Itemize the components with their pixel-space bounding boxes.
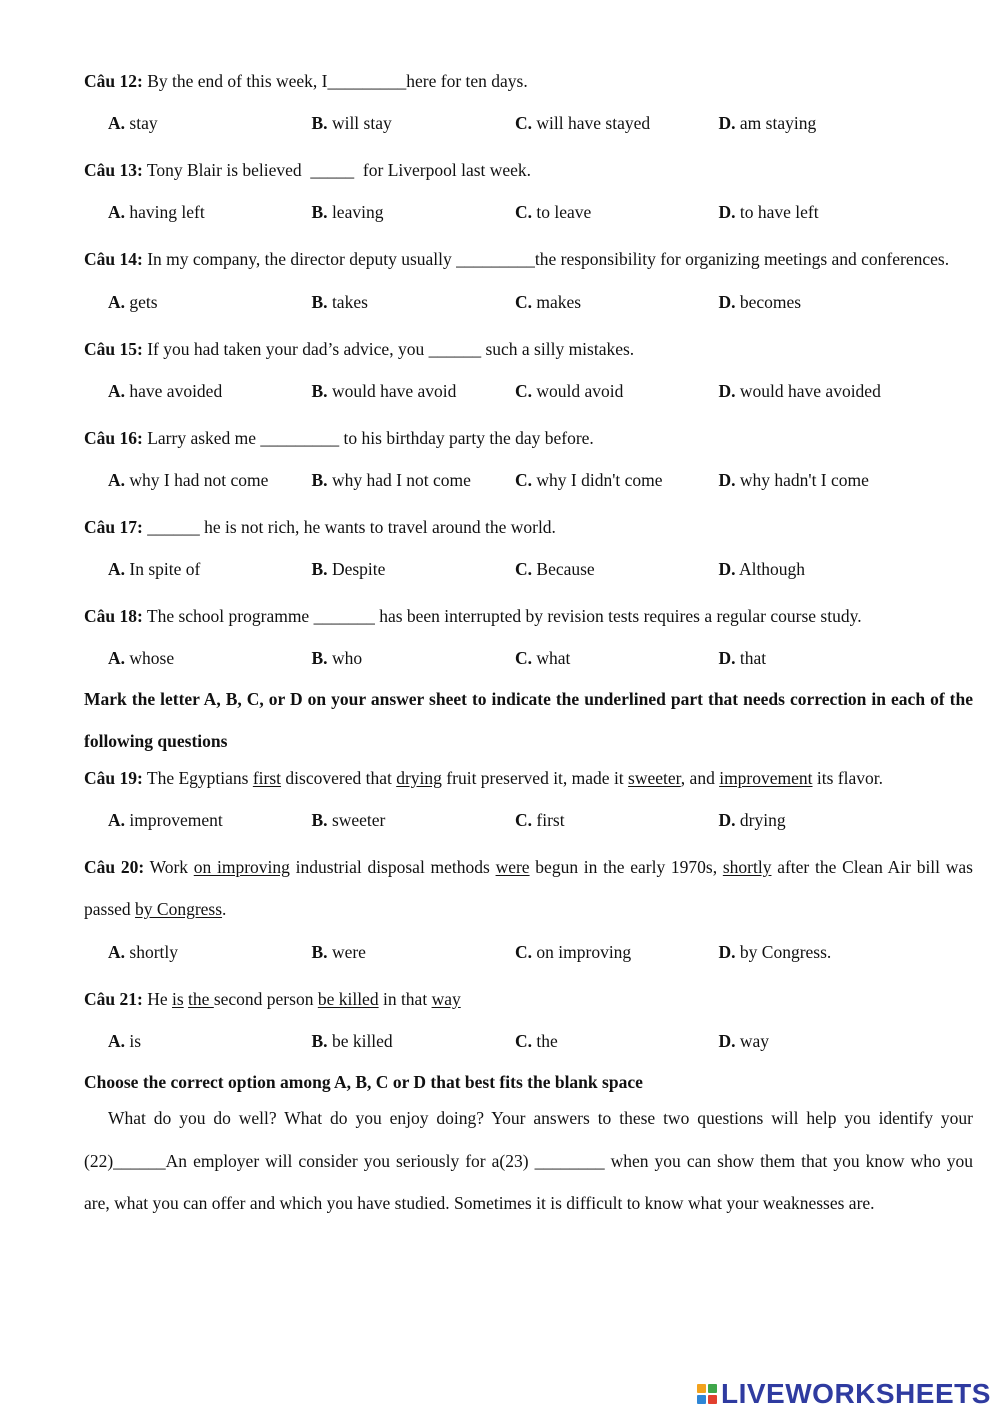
question-text: its flavor. [812, 767, 883, 788]
underlined-part: on improving [193, 856, 290, 877]
question-text: . [222, 899, 227, 919]
option-c[interactable] [515, 805, 719, 835]
question-text: begun in the early 1970s, [529, 856, 723, 877]
option-d[interactable] [719, 937, 923, 967]
underlined-part: sweeter [628, 767, 681, 788]
option-c[interactable] [515, 643, 719, 673]
option-c[interactable] [515, 287, 719, 317]
option-letter: B. [311, 113, 328, 133]
option-text: drying [739, 809, 786, 830]
option-letter: C. [515, 202, 533, 222]
question-label: Câu 15: [84, 338, 143, 359]
underlined-part: by Congress [135, 899, 223, 919]
question-stem [84, 155, 973, 185]
option-text: takes [331, 291, 368, 312]
question-text: By the end of this week, I_________here for ten days. [142, 71, 528, 91]
logo-mark-icon [697, 1384, 717, 1404]
question-label: Câu 19: [84, 767, 143, 788]
option-letter: A. [108, 558, 126, 579]
option-b[interactable] [312, 465, 516, 495]
question-19 [84, 763, 973, 835]
option-text: first [536, 809, 565, 830]
question-stem [84, 423, 973, 453]
question-text: In my company, the director deputy usually _________the responsibility for organizing meetings and conferences. [142, 249, 950, 269]
option-letter: A. [108, 1030, 126, 1051]
option-letter: C. [515, 380, 533, 401]
option-text: Despite [331, 558, 386, 579]
option-text: on improving [536, 941, 632, 962]
option-text: why I didn't come [536, 469, 663, 490]
option-letter: A. [108, 469, 126, 490]
option-d[interactable] [719, 554, 923, 584]
section-instruction-error: Mark the letter A, B, C, or D on your answer sheet to indicate the underlined part that needs correction in each of the following questions [84, 688, 973, 751]
option-a[interactable] [108, 937, 312, 967]
underlined-part: were [495, 856, 530, 877]
option-d[interactable] [719, 376, 923, 406]
option-letter: A. [108, 202, 126, 222]
option-c[interactable] [515, 376, 719, 406]
option-a[interactable] [108, 108, 312, 138]
question-15 [84, 334, 973, 406]
option-text: to leave [536, 202, 592, 222]
answer-options [84, 1026, 973, 1056]
option-letter: C. [515, 291, 533, 312]
option-text: Because [536, 558, 595, 579]
option-text: having left [129, 202, 205, 222]
option-text: were [331, 941, 366, 962]
option-a[interactable] [108, 643, 312, 673]
question-text: The Egyptians [142, 767, 253, 788]
option-letter: D. [718, 291, 736, 312]
question-text: Tony Blair is believed _____ for Liverpool last week. [142, 160, 532, 180]
question-18 [84, 601, 973, 673]
question-text: He [142, 988, 172, 1009]
option-letter: D. [718, 558, 736, 579]
option-letter: A. [108, 113, 126, 133]
option-text: would have avoid [331, 380, 457, 401]
option-letter: A. [108, 380, 126, 401]
option-b[interactable] [312, 197, 516, 227]
option-text: to have left [739, 202, 819, 222]
option-text: makes [536, 291, 582, 312]
option-text: stay [129, 113, 158, 133]
option-c[interactable] [515, 554, 719, 584]
question-text: fruit preserved it, made it [441, 767, 629, 788]
option-text: why I had not come [129, 469, 269, 490]
option-text: leaving [331, 202, 384, 222]
answer-options [84, 805, 973, 835]
underlined-part: shortly [722, 856, 772, 877]
logo-square [708, 1384, 717, 1393]
option-d[interactable] [719, 465, 923, 495]
question-text: second person [213, 988, 318, 1009]
option-d[interactable] [719, 643, 923, 673]
option-a[interactable] [108, 465, 312, 495]
option-c[interactable] [515, 465, 719, 495]
question-stem [84, 66, 973, 96]
option-b[interactable] [312, 805, 516, 835]
option-letter: A. [108, 941, 126, 962]
option-d[interactable] [719, 805, 923, 835]
question-label: Câu 16: [84, 427, 143, 448]
option-b[interactable] [312, 937, 516, 967]
option-letter: B. [311, 809, 328, 830]
option-letter: D. [718, 469, 736, 490]
option-letter: D. [718, 941, 736, 962]
option-b[interactable] [312, 376, 516, 406]
option-text: would have avoided [739, 380, 881, 401]
answer-options [84, 465, 973, 495]
answer-options [84, 376, 973, 406]
option-a[interactable] [108, 197, 312, 227]
question-16 [84, 423, 973, 495]
question-14 [84, 238, 973, 317]
logo-square [697, 1395, 706, 1404]
option-letter: D. [718, 647, 736, 668]
option-a[interactable] [108, 1026, 312, 1056]
option-b[interactable] [312, 287, 516, 317]
question-label: Câu 12: [84, 71, 143, 91]
option-d[interactable] [719, 1026, 923, 1056]
option-text: by Congress. [739, 941, 832, 962]
option-letter: B. [311, 1030, 328, 1051]
option-text: what [536, 647, 571, 668]
question-text: Work [144, 856, 194, 877]
option-letter: A. [108, 291, 126, 312]
answer-options [84, 643, 973, 673]
option-letter: B. [311, 291, 328, 312]
option-letter: B. [311, 469, 328, 490]
question-label: Câu 20: [84, 856, 145, 877]
option-b[interactable] [312, 108, 516, 138]
option-a[interactable] [108, 287, 312, 317]
liveworksheets-logo [697, 1377, 991, 1411]
question-label: Câu 14: [84, 249, 143, 269]
question-text: discovered that [281, 767, 397, 788]
option-a[interactable] [108, 376, 312, 406]
option-letter: C. [515, 809, 533, 830]
option-letter: C. [515, 113, 533, 133]
cloze-passage: What do you do well? What do you enjoy doing? Your answers to these two questions will help you identify your (22)______An employer will consider you seriously for a(23) ________ when you can show them that you know who you are, what you can offer and which you have studied. Sometimes it is difficult to know what your weaknesses are. [84, 1108, 973, 1213]
question-stem [84, 984, 973, 1014]
option-letter: C. [515, 941, 533, 962]
option-text: will have stayed [536, 113, 651, 133]
option-text: am staying [739, 113, 817, 133]
option-letter: D. [718, 202, 736, 222]
option-text: gets [129, 291, 158, 312]
question-20 [84, 846, 973, 967]
underlined-part: drying [396, 767, 442, 788]
question-13 [84, 155, 973, 227]
underlined-part: is [171, 988, 184, 1009]
option-text: the [536, 1030, 558, 1051]
option-d[interactable] [719, 287, 923, 317]
question-stem [84, 512, 973, 542]
underlined-part: way [431, 988, 461, 1009]
option-letter: B. [311, 558, 328, 579]
answer-options [84, 197, 973, 227]
option-a[interactable] [108, 554, 312, 584]
answer-options [84, 554, 973, 584]
question-label: Câu 13: [84, 160, 143, 180]
question-stem [84, 763, 973, 793]
question-label: Câu 18: [84, 605, 143, 626]
answer-options [84, 287, 973, 317]
option-text: whose [129, 647, 175, 668]
option-letter: C. [515, 558, 533, 579]
question-text: The school programme _______ has been interrupted by revision tests requires a regular course study. [142, 605, 862, 626]
option-d[interactable] [719, 108, 923, 138]
logo-square [697, 1384, 706, 1393]
question-stem [84, 846, 973, 931]
option-c[interactable] [515, 197, 719, 227]
question-text: in that [378, 988, 432, 1009]
option-b[interactable] [312, 554, 516, 584]
option-text: that [739, 647, 767, 668]
option-letter: D. [718, 113, 736, 133]
option-text: improvement [129, 809, 223, 830]
question-text: industrial disposal methods [289, 856, 496, 877]
logo-square [708, 1395, 717, 1404]
option-text: why had I not come [331, 469, 471, 490]
option-letter: B. [311, 647, 328, 668]
option-text: will stay [331, 113, 392, 133]
underlined-part: first [252, 767, 282, 788]
section-instruction-cloze: Choose the correct option among A, B, C or D that best fits the blank space [84, 1071, 643, 1092]
option-letter: C. [515, 469, 533, 490]
option-c[interactable] [515, 108, 719, 138]
option-text: is [129, 1030, 142, 1051]
answer-options [84, 937, 973, 967]
option-d[interactable] [719, 197, 923, 227]
answer-options [84, 108, 973, 138]
option-letter: C. [515, 647, 533, 668]
option-text: shortly [129, 941, 179, 962]
option-a[interactable] [108, 805, 312, 835]
option-letter: C. [515, 1030, 533, 1051]
logo-text: LIVEWORKSHEETS [721, 1378, 991, 1409]
option-text: Although [738, 558, 806, 579]
question-17 [84, 512, 973, 584]
worksheet-page [84, 66, 973, 1225]
option-text: way [739, 1030, 770, 1051]
question-stem [84, 334, 973, 364]
option-letter: A. [108, 647, 126, 668]
option-b[interactable] [312, 643, 516, 673]
underlined-part: be killed [317, 988, 379, 1009]
option-letter: D. [718, 809, 736, 830]
question-21 [84, 984, 973, 1056]
question-12 [84, 66, 973, 138]
option-c[interactable] [515, 1026, 719, 1056]
question-text: , and [680, 767, 720, 788]
question-text: ______ he is not rich, he wants to travel around the world. [142, 516, 556, 537]
option-text: who [331, 647, 363, 668]
option-letter: B. [311, 380, 328, 401]
question-stem [84, 238, 973, 281]
option-text: be killed [331, 1030, 393, 1051]
question-label: Câu 21: [84, 988, 143, 1009]
option-c[interactable] [515, 937, 719, 967]
question-text: Larry asked me _________ to his birthday party the day before. [142, 427, 594, 448]
option-text: In spite of [129, 558, 201, 579]
option-letter: A. [108, 809, 126, 830]
underlined-part: the [188, 988, 214, 1009]
question-text: If you had taken your dad’s advice, you ______ such a silly mistakes. [142, 338, 635, 359]
option-letter: D. [718, 1030, 736, 1051]
question-stem [84, 601, 973, 631]
option-letter: B. [311, 941, 328, 962]
option-text: becomes [739, 291, 802, 312]
option-text: why hadn't I come [739, 469, 869, 490]
option-letter: B. [311, 202, 328, 222]
option-text: sweeter [331, 809, 386, 830]
option-text: would avoid [536, 380, 624, 401]
option-text: have avoided [129, 380, 223, 401]
question-text: after the Clean Air bill was passed [84, 856, 973, 919]
question-label: Câu 17: [84, 516, 143, 537]
option-b[interactable] [312, 1026, 516, 1056]
underlined-part: improvement [719, 767, 813, 788]
option-letter: D. [718, 380, 736, 401]
